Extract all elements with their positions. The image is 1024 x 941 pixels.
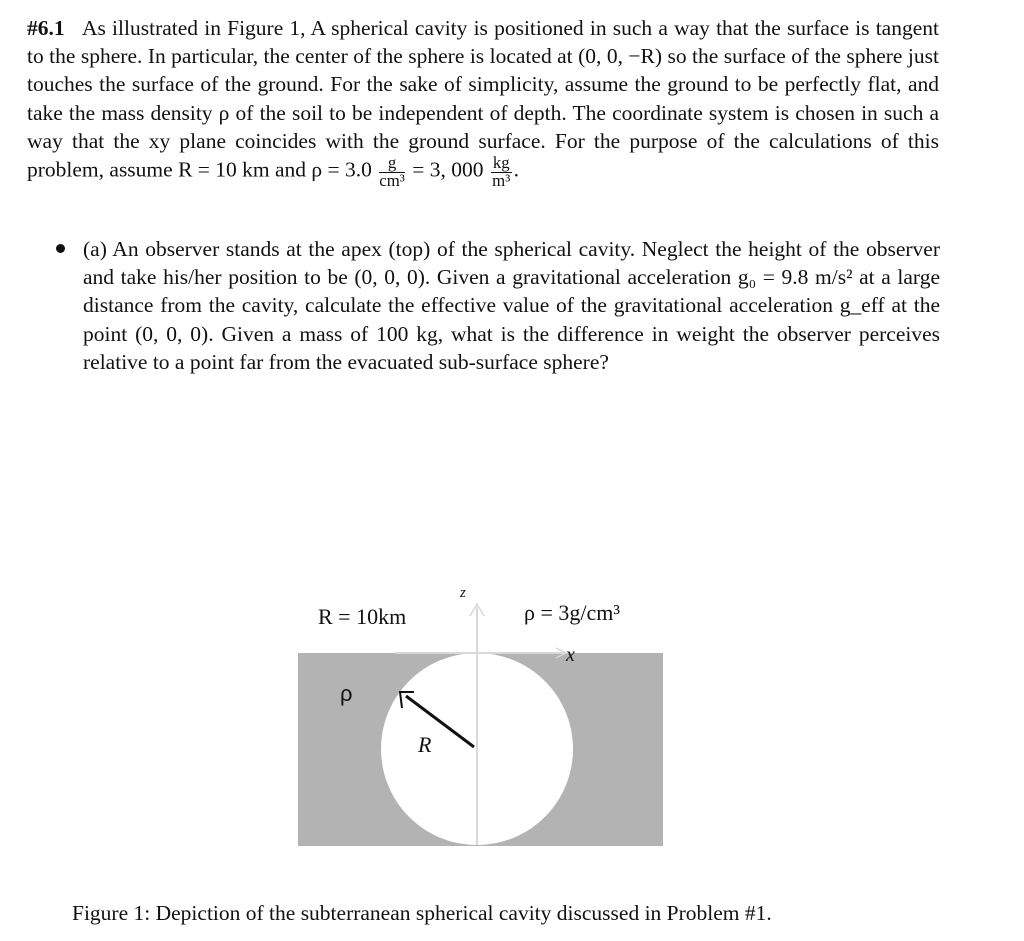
bullet-icon — [56, 244, 65, 253]
label-rho: ρ — [340, 681, 353, 706]
given-values: R = 10 km and ρ = 3.0 — [178, 157, 372, 182]
label-rho-value: ρ = 3g/cm³ — [524, 600, 620, 625]
problem-intro: As illustrated in Figure 1, A spherical cavity is positioned in such a way that the surface is tangent to the sphere. In particular, the center of the sphere is located at (0, 0, −R) so the surface of the sphere just touches the surface of the ground. For the sake of simplicity, assume the ground to be perfectly flat, and take the mass density ρ of the soil to be independent of depth. The coordinate system is chosen in such a way that the xy plane coincides with the ground surface. For the purpose of the calculations of this problem, assume — [27, 16, 939, 182]
label-R-value: R = 10km — [318, 604, 407, 629]
figure-caption: Figure 1: Depiction of the subterranean spherical cavity discussed in Problem #1. — [72, 901, 772, 925]
problem-statement: #6.1 As illustrated in Figure 1, A spherical cavity is positioned in such a way that the surface is tangent to the sphere. In particular, the center of the sphere is located at (0, 0, −R) so the surface of the sphere just touches the surface of the ground. For the sake of simplicity, assume the ground to be perfectly flat, and take the mass density ρ of the soil to be independent of depth. The coordinate system is chosen in such a way that the xy plane coincides with the ground surface. For the purpose of the calculations of this problem, assume R = 10 km and ρ = 3.0 $\frac{g}{\text{cm³}}$ = 3, 000 $\frac{kg}{\text{m³}}$ . — [27, 16, 939, 190]
part-a-item — [56, 235, 940, 376]
cavity-figure — [0, 570, 1024, 860]
equivalence: = 3, 000 — [412, 157, 484, 182]
unit-g-per-cm3: $\frac{g}{\text{cm³}}$ — [379, 153, 405, 190]
unit-kg-per-m3: $\frac{kg}{\text{m³}}$ — [492, 153, 511, 190]
part-a-text: (a) An observer stands at the apex (top) of the spherical cavity. Neglect the height of the observer and take his/her position to be (0, 0, 0). Given a gravitational acceleration g₀ = 9.8 m/s² at a large distance from the cavity, calculate the effective value of the gravitational acceleration g_eff at the point (0, 0, 0). Given a mass of 100 kg, what is the difference in weight the observer perceives relative to a point far from the evacuated sub-surface sphere? — [83, 237, 940, 374]
label-z: z — [460, 585, 466, 601]
problem-number: #6.1 — [27, 16, 65, 40]
label-R: R — [418, 732, 432, 757]
label-x: x — [566, 644, 575, 666]
